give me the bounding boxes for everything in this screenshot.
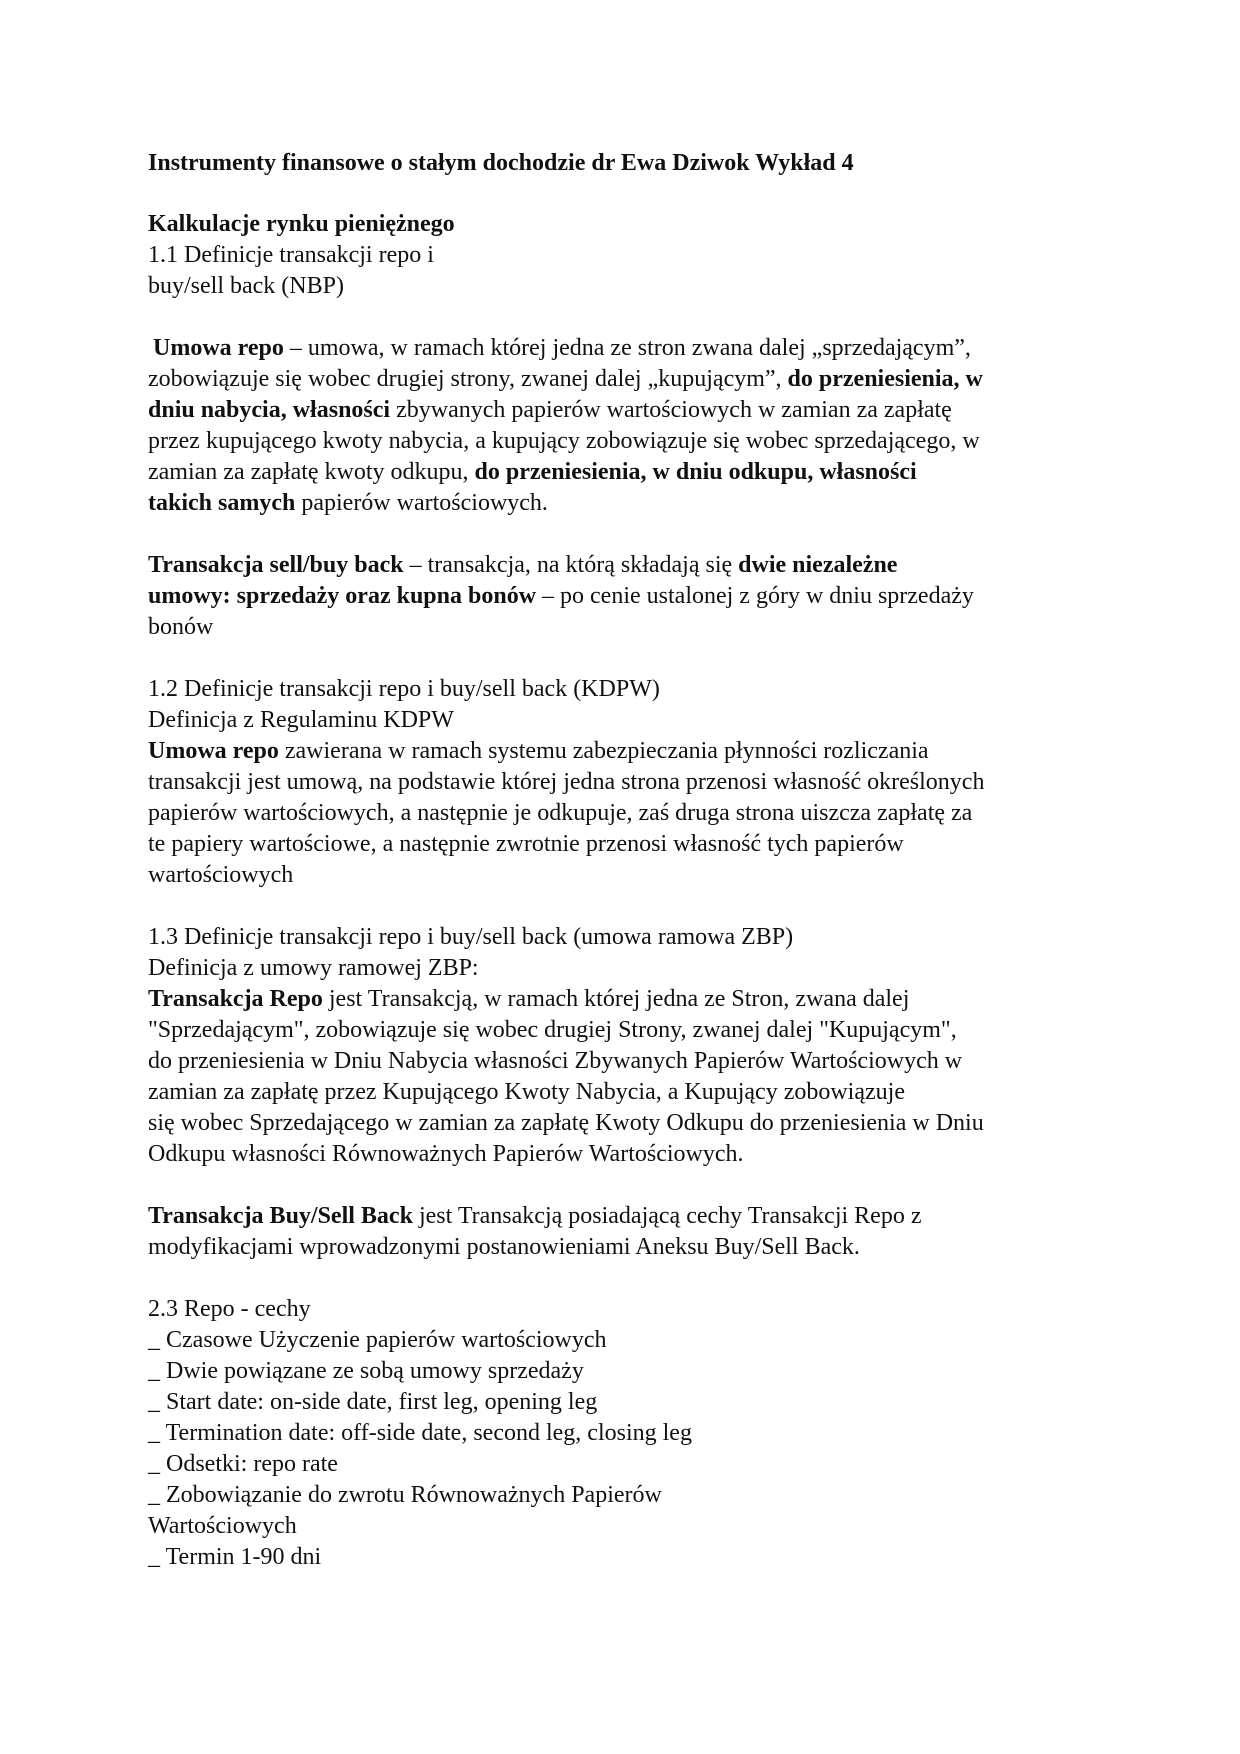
paragraph-line: wartościowych bbox=[148, 862, 294, 888]
paragraph-line: bonów bbox=[148, 614, 214, 640]
subsection-2-3-heading: 2.3 Repo - cechy bbox=[148, 1296, 311, 1322]
section-2-3-repo-cechy bbox=[148, 1294, 1140, 1573]
list-item: _ Termin 1-90 dni bbox=[148, 1544, 322, 1570]
subsection-1-2-subheading: Definicja z Regulaminu KDPW bbox=[148, 707, 454, 733]
paragraph-line: umowy: sprzedaży oraz kupna bonów – po cenie ustalonej z góry w dniu sprzedaży bbox=[148, 583, 974, 609]
paragraph-line: się wobec Sprzedającego w zamian za zapłatę Kwoty Odkupu do przeniesienia w Dniu bbox=[148, 1110, 984, 1136]
paragraph-line: dniu nabycia, własności zbywanych papierów wartościowych w zamian za zapłatę bbox=[148, 397, 952, 423]
paragraph-line: papierów wartościowych, a następnie je odkupuje, zaś druga strona uiszcza zapłatę za bbox=[148, 800, 973, 826]
list-item: _ Czasowe Użyczenie papierów wartościowych bbox=[148, 1327, 607, 1353]
paragraph-line: Umowa repo – umowa, w ramach której jedna ze stron zwana dalej „sprzedającym”, bbox=[153, 335, 971, 361]
section-1-3-zbp bbox=[148, 922, 1140, 1170]
list-item: _ Start date: on-side date, first leg, opening leg bbox=[148, 1389, 598, 1415]
list-item: _ Dwie powiązane ze sobą umowy sprzedaży bbox=[148, 1358, 584, 1384]
paragraph-buy-sell-back bbox=[148, 1201, 1140, 1263]
subsection-1-1-heading-line1: 1.1 Definicje transakcji repo i bbox=[148, 242, 434, 268]
section-kalkulacje bbox=[148, 209, 1140, 302]
paragraph-line: te papiery wartościowe, a następnie zwrotnie przenosi własność tych papierów bbox=[148, 831, 904, 857]
paragraph-line: zobowiązuje się wobec drugiej strony, zwanej dalej „kupującym”, do przeniesienia, w bbox=[148, 366, 983, 392]
paragraph-line: zamian za zapłatę kwoty odkupu, do przeniesienia, w dniu odkupu, własności bbox=[148, 459, 917, 485]
paragraph-line: zamian za zapłatę przez Kupującego Kwoty Nabycia, a Kupujący zobowiązuje bbox=[148, 1079, 905, 1105]
list-item: Wartościowych bbox=[148, 1513, 297, 1539]
paragraph-sell-buy-back bbox=[148, 550, 1140, 643]
subsection-1-1-heading-line2: buy/sell back (NBP) bbox=[148, 273, 344, 299]
paragraph-line: Umowa repo zawierana w ramach systemu zabezpieczania płynności rozliczania bbox=[148, 738, 929, 764]
paragraph-line: Odkupu własności Równoważnych Papierów Wartościowych. bbox=[148, 1141, 744, 1167]
paragraph-line: do przeniesienia w Dniu Nabycia własności Zbywanych Papierów Wartościowych w bbox=[148, 1048, 963, 1074]
paragraph-line: modyfikacjami wprowadzonymi postanowieniami Aneksu Buy/Sell Back. bbox=[148, 1234, 860, 1260]
document-title: Instrumenty finansowe o stałym dochodzie dr Ewa Dziwok Wykład 4 bbox=[148, 150, 854, 176]
paragraph-line: "Sprzedającym", zobowiązuje się wobec drugiej Strony, zwanej dalej "Kupującym", bbox=[148, 1017, 957, 1043]
paragraph-line: przez kupującego kwoty nabycia, a kupujący zobowiązuje się wobec sprzedającego, w bbox=[148, 428, 980, 454]
subsection-1-2-heading: 1.2 Definicje transakcji repo i buy/sell back (KDPW) bbox=[148, 676, 660, 702]
section-heading: Kalkulacje rynku pieniężnego bbox=[148, 211, 455, 237]
paragraph-line: takich samych papierów wartościowych. bbox=[148, 490, 548, 516]
subsection-1-3-subheading: Definicja z umowy ramowej ZBP: bbox=[148, 955, 479, 981]
section-1-2-kdpw bbox=[148, 674, 1140, 891]
list-item: _ Termination date: off-side date, second leg, closing leg bbox=[148, 1420, 692, 1446]
paragraph-line: Transakcja Repo jest Transakcją, w ramach której jedna ze Stron, zwana dalej bbox=[148, 986, 910, 1012]
paragraph-line: Transakcja sell/buy back – transakcja, na którą składają się dwie niezależne bbox=[148, 552, 898, 578]
subsection-1-3-heading: 1.3 Definicje transakcji repo i buy/sell back (umowa ramowa ZBP) bbox=[148, 924, 794, 950]
paragraph-umowa-repo-nbp bbox=[148, 333, 1140, 519]
paragraph-line: Transakcja Buy/Sell Back jest Transakcją posiadającą cechy Transakcji Repo z bbox=[148, 1203, 922, 1229]
list-item: _ Odsetki: repo rate bbox=[148, 1451, 338, 1477]
paragraph-line: transakcji jest umową, na podstawie której jedna strona przenosi własność określonych bbox=[148, 769, 985, 795]
list-item: _ Zobowiązanie do zwrotu Równoważnych Papierów bbox=[148, 1482, 662, 1508]
